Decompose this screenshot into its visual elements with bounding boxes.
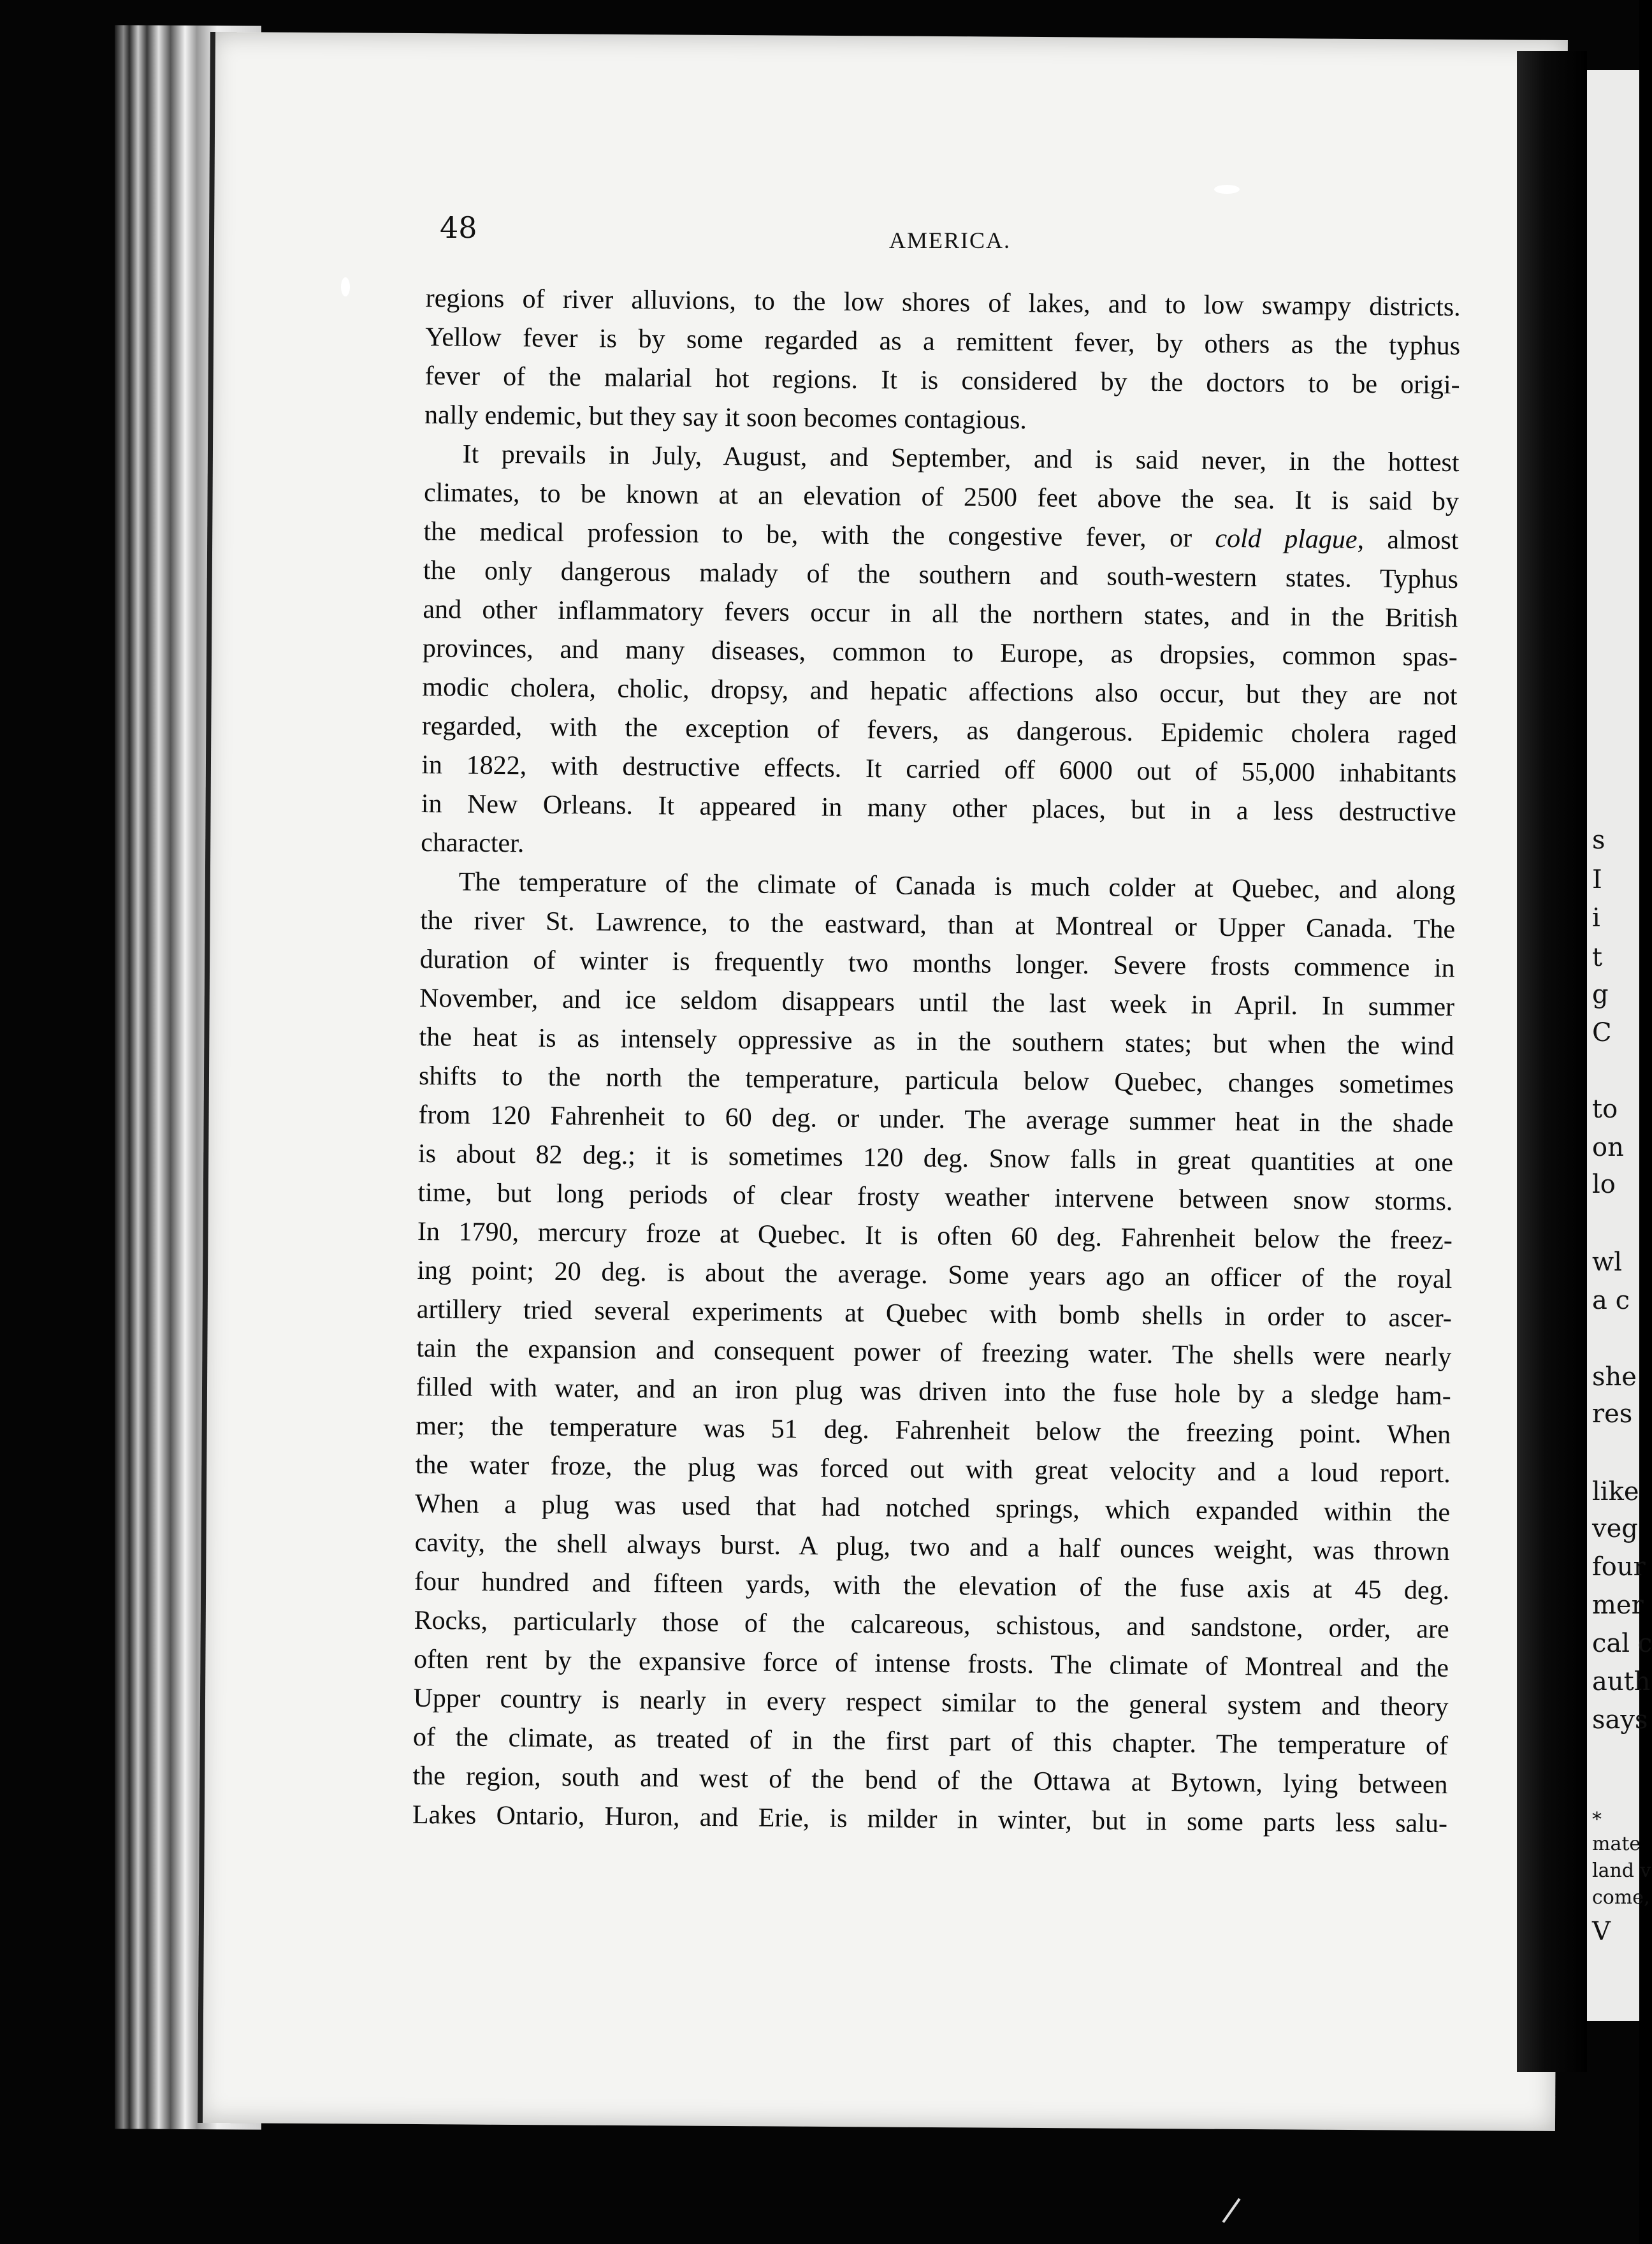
facing-page-fragment: she — [1592, 1362, 1637, 1392]
text-line: climates, to be known at an elevation of 2500 feet above the sea. It is said by — [423, 477, 1460, 517]
text-line: When a plug was used that had notched springs, which expanded within the — [415, 1489, 1451, 1528]
text-line: of the climate, as treated of in the first part of this chapter. The temperature of — [412, 1722, 1449, 1761]
facing-page-fragment: veg — [1592, 1514, 1638, 1543]
text-line: is about 82 deg.; it is sometimes 120 deg. Snow falls in great quantities at one — [417, 1139, 1454, 1178]
facing-page-fragment: cal c — [1592, 1629, 1652, 1658]
text-line: It prevails in July, August, and September, and is said never, in the hottest — [462, 439, 1460, 478]
facing-page-fragment: res — [1592, 1399, 1633, 1429]
text-line: duration of winter is frequently two months longer. Severe frosts commence in — [419, 944, 1455, 984]
facing-page-fragment: to — [1592, 1095, 1618, 1124]
scan-scratch — [1222, 2198, 1240, 2223]
facing-page-fragment: wl — [1592, 1248, 1623, 1277]
facing-page-fragment: land v — [1592, 1860, 1651, 1882]
facing-page-fragment: s — [1592, 826, 1605, 855]
text-line: the region, south and west of the bend of the Ottawa at Bytown, lying between — [412, 1761, 1448, 1800]
text-line: November, and ice seldom disappears until the last week in April. In summer — [419, 983, 1455, 1023]
facing-page-fragment: on — [1592, 1133, 1624, 1162]
facing-page-fragment: * — [1592, 1809, 1602, 1831]
text-line: filled with water, and an iron plug was driven into the fuse hole by a sledge ham- — [416, 1372, 1451, 1411]
text-line: modic cholera, cholic, dropsy, and hepatic affections also occur, but they are not — [422, 672, 1458, 711]
italic-term: cold plague — [1215, 523, 1358, 555]
text-line: Rocks, particularly those of the calcareous, schistous, and sandstone, order, are — [414, 1605, 1449, 1645]
facing-page-fragment: g — [1592, 980, 1609, 1009]
text-line: four hundred and fifteen yards, with the elevation of the fuse axis at 45 deg. — [414, 1566, 1450, 1606]
text-line: shifts to the north the temperature, particula below Quebec, changes sometimes — [418, 1061, 1454, 1100]
text-line: fever of the malarial hot regions. It is considered by the doctors to be origi- — [424, 361, 1460, 400]
dust-speck — [1214, 185, 1240, 194]
facing-page-fragment: i — [1592, 903, 1600, 933]
text-line: Yellow fever is by some regarded as a remittent fever, by others as the typhus — [425, 322, 1461, 361]
text-line: character. — [421, 827, 525, 859]
text-line: In 1790, mercury froze at Quebec. It is often 60 deg. Fahrenheit below the freez- — [417, 1216, 1453, 1256]
text-line: in New Orleans. It appeared in many other places, but in a less destructive — [421, 789, 1456, 828]
body-text — [412, 279, 1461, 1844]
text-line: the only dangerous malady of the southern and south-western states. Typhus — [423, 555, 1459, 595]
text-line: the medical profession to be, with the congestive fever, or cold plague, almost — [423, 516, 1459, 556]
text-line: the river St. Lawrence, to the eastward, than at Montreal or Upper Canada. The — [420, 905, 1456, 945]
text-line: Lakes Ontario, Huron, and Erie, is milder in winter, but in some parts less salu- — [412, 1800, 1448, 1839]
text-line: cavity, the shell always burst. A plug, two and a half ounces weight, was thrown — [414, 1527, 1450, 1567]
facing-page-fragment: four — [1592, 1552, 1646, 1582]
text-line: ing point; 20 deg. is about the average. Some years ago an officer of the royal — [417, 1255, 1453, 1295]
text-line: The temperature of the climate of Canada is much colder at Quebec, and along — [458, 867, 1456, 906]
text-line: provinces, and many diseases, common to Europe, as dropsies, common spas- — [422, 633, 1458, 673]
facing-page-fragment: mate — [1592, 1833, 1641, 1855]
text-line: mer; the temperature was 51 deg. Fahrenheit below the freezing point. When — [416, 1411, 1451, 1450]
facing-page-fragment: come, — [1592, 1886, 1650, 1909]
facing-page-fragment: lo — [1592, 1170, 1616, 1199]
facing-page-fragment: says — [1592, 1705, 1648, 1735]
text-line: from 120 Fahrenheit to 60 deg. or under. The average summer heat in the shade — [418, 1100, 1454, 1139]
facing-page-fragment: a c — [1592, 1286, 1630, 1315]
text-line: the water froze, the plug was forced out with great velocity and a loud report. — [415, 1450, 1451, 1489]
running-head: AMERICA. — [889, 228, 1011, 253]
page-number: 48 — [440, 210, 477, 245]
facing-page-fragment: auth — [1592, 1667, 1651, 1696]
text-line: often rent by the expansive force of intense frosts. The climate of Montreal and the — [413, 1644, 1449, 1684]
facing-page-fragment: mer — [1592, 1591, 1644, 1620]
facing-page-fragment: C — [1592, 1018, 1612, 1047]
facing-page-edge — [1587, 70, 1652, 2021]
dust-speck — [341, 277, 350, 296]
facing-page-fragment: V — [1592, 1917, 1611, 1946]
text-line: regions of river alluvions, to the low shores of lakes, and to low swampy districts. — [425, 283, 1461, 323]
text-line: and other inflammatory fevers occur in all the northern states, and in the British — [423, 594, 1458, 634]
text-line: in 1822, with destructive effects. It carried off 6000 out of 55,000 inhabitants — [421, 750, 1457, 789]
text-line: regarded, with the exception of fevers, as dangerous. Epidemic cholera raged — [421, 711, 1458, 750]
text-line: time, but long periods of clear frosty weather intervene between snow storms. — [417, 1177, 1453, 1217]
text-line: artillery tried several experiments at Quebec with bomb shells in order to ascer- — [416, 1294, 1453, 1334]
text-line: nally endemic, but they say it soon becomes contagious. — [424, 400, 1027, 435]
text-line: Upper country is nearly in every respect similar to the general system and theory — [413, 1683, 1449, 1723]
facing-page-fragment: t — [1592, 943, 1603, 972]
text-line: tain the expansion and consequent power of freezing water. The shells were nearly — [416, 1333, 1452, 1373]
facing-page-fragment: I — [1592, 865, 1602, 894]
book-gutter — [1517, 51, 1587, 2072]
text-line: the heat is as intensely oppressive as in the southern states; but when the wind — [419, 1022, 1454, 1061]
facing-page-fragment: like — [1592, 1477, 1639, 1506]
